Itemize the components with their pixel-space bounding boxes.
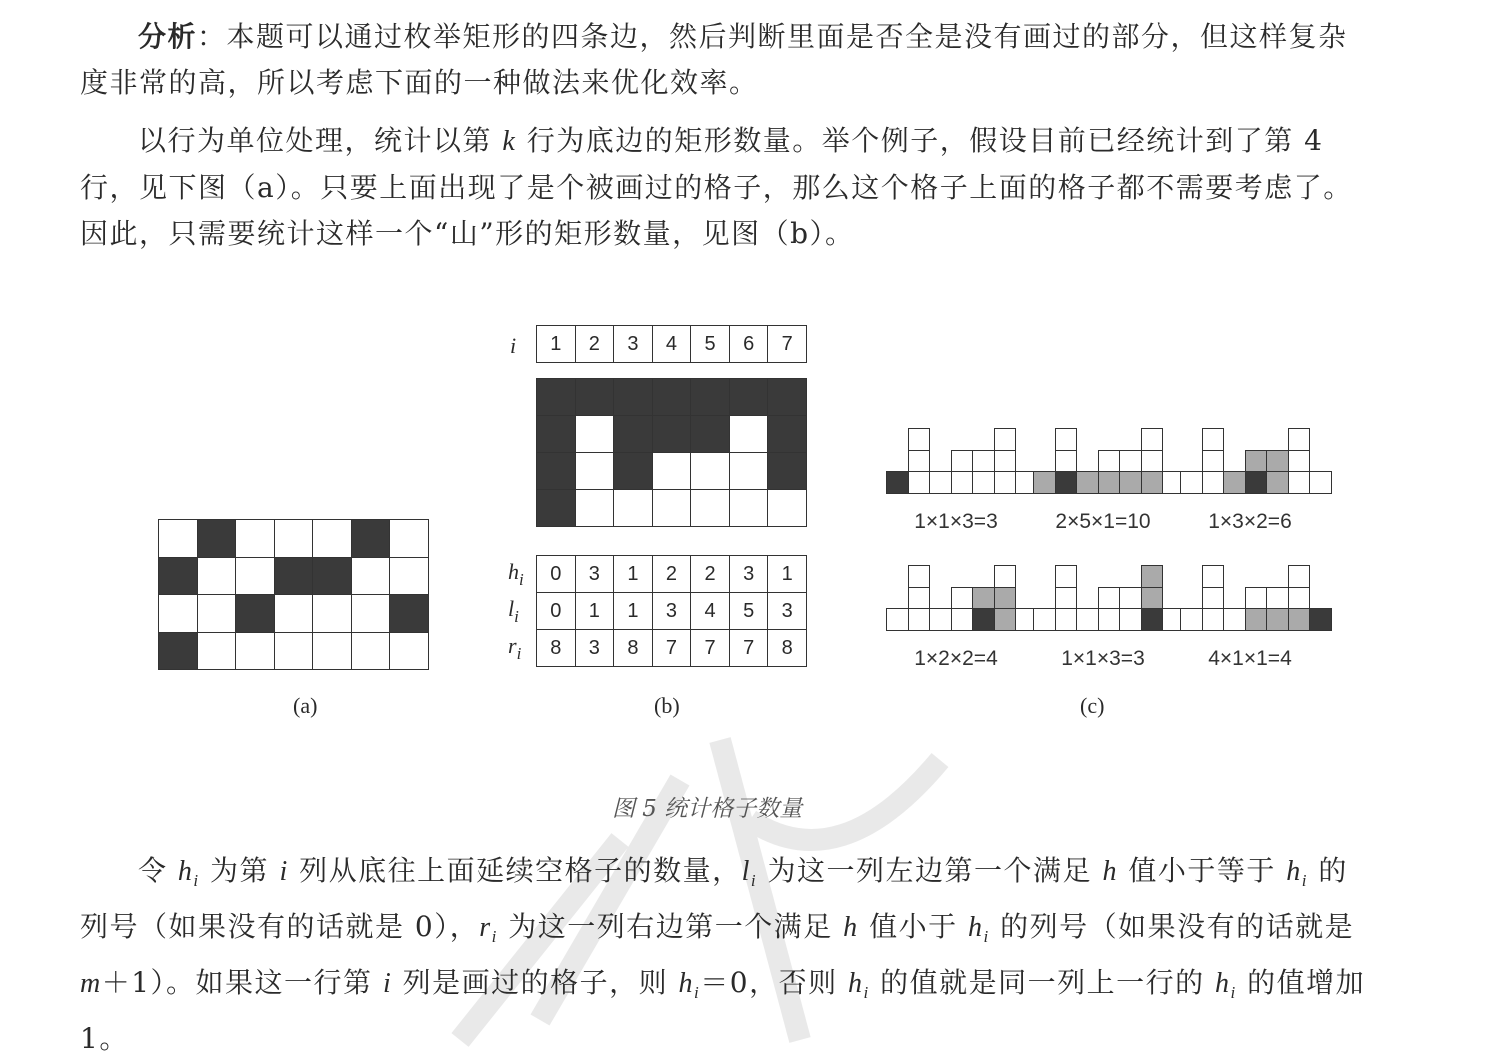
count-formula: 4×1×1=4 [1208, 647, 1292, 670]
histogram-cell [1245, 471, 1268, 494]
histogram-cell [972, 587, 995, 610]
method-text-1: 以行为单位处理，统计以第 [138, 124, 503, 157]
var-h: h [678, 968, 695, 999]
filled-cell [767, 378, 807, 416]
def-s1: 令 [138, 854, 178, 887]
empty-cell [575, 489, 615, 527]
filled-cell [690, 415, 730, 453]
histogram-cell [1266, 450, 1289, 473]
empty-cell [729, 489, 769, 527]
var-h: h [1102, 856, 1118, 887]
index-cell: 5 [690, 325, 730, 363]
value-cell: 2 [652, 555, 692, 593]
value-cell: 3 [729, 555, 769, 593]
histogram-cell [908, 428, 931, 451]
figure-c-panels [886, 428, 1316, 678]
empty-cell [197, 632, 237, 671]
histogram-cell [1288, 428, 1311, 451]
filled-cell [536, 415, 576, 453]
histogram-cell [994, 428, 1017, 451]
histogram-cell [994, 450, 1017, 473]
var-l: l [741, 856, 751, 887]
var-i: i [279, 856, 289, 887]
var-sub-i: i [1301, 871, 1309, 890]
filled-cell [158, 557, 198, 596]
var-m: m [80, 968, 102, 999]
def-s5: 值小于等于 [1117, 854, 1287, 887]
empty-cell [158, 519, 198, 558]
histogram-cell [1055, 428, 1078, 451]
empty-cell [652, 489, 692, 527]
empty-cell [351, 594, 391, 633]
histogram-cell [908, 565, 931, 588]
value-cell: 1 [613, 592, 653, 630]
value-cell: 2 [690, 555, 730, 593]
value-cell: 7 [690, 629, 730, 667]
histogram-cell [1055, 587, 1078, 610]
value-cell: 1 [613, 555, 653, 593]
row-label-r: $r_i$ [508, 633, 522, 663]
empty-cell [389, 557, 429, 596]
histogram-cell [1309, 471, 1332, 494]
figure-c-caption: (c) [1080, 693, 1105, 718]
value-cell: 3 [767, 592, 807, 630]
value-cell: 8 [536, 629, 576, 667]
filled-cell [158, 632, 198, 671]
histogram-cell [908, 450, 931, 473]
histogram-cell [1033, 471, 1056, 494]
histogram-cell [908, 608, 931, 631]
def-s3: 列从底往上面延续空格子的数量， [288, 854, 742, 887]
value-cell: 1 [575, 592, 615, 630]
filled-cell [536, 489, 576, 527]
def-s14: 的值增加 1。 [80, 966, 1366, 1055]
empty-cell [729, 415, 769, 453]
var-i: i [382, 968, 393, 999]
histogram-cell [1119, 471, 1142, 494]
filled-cell [274, 557, 314, 596]
histogram-cell [1098, 471, 1121, 494]
filled-cell [575, 378, 615, 416]
filled-cell [235, 594, 275, 633]
histogram-cell [1266, 471, 1289, 494]
def-s4: 为这一列左边第一个满足 [757, 854, 1103, 887]
index-cell: 3 [613, 325, 653, 363]
histogram-cell [1141, 471, 1164, 494]
var-sub-i: i [694, 983, 701, 1002]
def-s12: ＝0，否则 [700, 966, 848, 999]
histogram-cell [1076, 471, 1099, 494]
histogram-cell [1202, 428, 1225, 451]
filled-cell [652, 415, 692, 453]
def-s8: 值小于 [858, 910, 968, 943]
histogram-cell [972, 471, 995, 494]
index-cell: 1 [536, 325, 576, 363]
histogram-cell [1055, 471, 1078, 494]
histogram-cell [1055, 450, 1078, 473]
histogram-cell [1202, 587, 1225, 610]
filled-cell [613, 415, 653, 453]
histogram-cell [1141, 428, 1164, 451]
histogram-cell [1202, 450, 1225, 473]
paragraph-definitions [80, 848, 1370, 1062]
histogram-cell [1288, 471, 1311, 494]
histogram-cell [951, 471, 974, 494]
empty-cell [274, 519, 314, 558]
empty-cell [351, 632, 391, 671]
empty-cell [575, 415, 615, 453]
value-cell: 5 [729, 592, 769, 630]
value-cell: 4 [690, 592, 730, 630]
histogram-cell [1223, 471, 1246, 494]
histogram-cell [1119, 450, 1142, 473]
filled-cell [613, 378, 653, 416]
filled-cell [767, 415, 807, 453]
filled-cell [613, 452, 653, 490]
empty-cell [274, 594, 314, 633]
def-s10: ＋1）。如果这一行第 [101, 966, 383, 999]
index-cell: 2 [575, 325, 615, 363]
def-s6: 的列号（如果没有的话就是 0）， [80, 854, 1348, 943]
var-k: k [502, 126, 517, 157]
histogram-cell [951, 608, 974, 631]
figure-a-grid [158, 519, 428, 669]
histogram-cell [929, 608, 952, 631]
histogram-cell [951, 587, 974, 610]
histogram-cell [1076, 608, 1099, 631]
histogram-cell [1098, 450, 1121, 473]
count-formula: 1×3×2=6 [1208, 510, 1292, 533]
histogram-cell [1288, 587, 1311, 610]
count-formula: 1×1×3=3 [914, 510, 998, 533]
value-cell: 0 [536, 592, 576, 630]
histogram-cell [1245, 450, 1268, 473]
filled-cell [536, 452, 576, 490]
var-h: h [177, 856, 194, 887]
empty-cell [235, 557, 275, 596]
histogram-cell [1119, 608, 1142, 631]
histogram-cell [951, 450, 974, 473]
var-sub-i: i [863, 983, 870, 1002]
figure-b-grid [536, 378, 806, 526]
def-s9: 的列号（如果没有的话就是 [989, 910, 1355, 943]
empty-cell [389, 632, 429, 671]
empty-cell [197, 594, 237, 633]
value-cell: 1 [767, 555, 807, 593]
value-cell: 7 [729, 629, 769, 667]
histogram-cell [1309, 608, 1332, 631]
row-label-l: $l_i$ [508, 596, 519, 626]
figure-b-value-table [500, 555, 806, 666]
value-cell: 3 [652, 592, 692, 630]
value-cell: 0 [536, 555, 576, 593]
var-h: h [1286, 856, 1302, 887]
row-label-h: $h_i$ [508, 559, 524, 589]
def-s11: 列是画过的格子，则 [392, 966, 679, 999]
empty-cell [312, 519, 352, 558]
histogram-cell [972, 608, 995, 631]
histogram-cell [1180, 608, 1203, 631]
filled-cell [389, 594, 429, 633]
histogram-cell [1033, 608, 1056, 631]
histogram-cell [1202, 565, 1225, 588]
var-sub-i: i [1230, 983, 1237, 1002]
index-cell: 6 [729, 325, 769, 363]
filled-cell [767, 452, 807, 490]
analysis-label: 分析 [138, 20, 198, 53]
figure-b-index-row [536, 325, 806, 363]
histogram-cell [1288, 565, 1311, 588]
figure-title: 图 5 统计格子数量 [612, 796, 803, 822]
histogram-cell [1202, 471, 1225, 494]
empty-cell [312, 594, 352, 633]
def-s7: 为这一列右边第一个满足 [497, 910, 844, 943]
figure-a-caption: (a) [293, 693, 318, 718]
histogram-cell [886, 608, 909, 631]
count-formula: 1×1×3=3 [1061, 647, 1145, 670]
filled-cell [312, 557, 352, 596]
histogram-cell [1141, 608, 1164, 631]
empty-cell [197, 557, 237, 596]
var-h: h [848, 968, 864, 999]
figure-b-caption: (b) [654, 693, 680, 718]
def-s13: 的值就是同一列上一行的 [869, 966, 1216, 999]
paragraph-method [80, 118, 1370, 257]
value-cell: 8 [767, 629, 807, 667]
value-cell: 7 [652, 629, 692, 667]
histogram-cell [1245, 608, 1268, 631]
empty-cell [235, 632, 275, 671]
histogram-cell [994, 471, 1017, 494]
var-sub-i: i [750, 871, 758, 890]
empty-cell [767, 489, 807, 527]
empty-cell [575, 452, 615, 490]
histogram-cell [1266, 608, 1289, 631]
histogram-cell [1141, 587, 1164, 610]
var-r: r [479, 912, 492, 943]
value-cell: 8 [613, 629, 653, 667]
def-s2: 为第 [199, 854, 280, 887]
histogram-cell [1098, 587, 1121, 610]
histogram-cell [1180, 471, 1203, 494]
histogram-cell [994, 565, 1017, 588]
empty-cell [690, 489, 730, 527]
histogram-cell [1141, 450, 1164, 473]
histogram-cell [929, 471, 952, 494]
empty-cell [274, 632, 314, 671]
histogram-cell [994, 587, 1017, 610]
var-h: h [967, 912, 984, 943]
filled-cell [197, 519, 237, 558]
paragraph-analysis [80, 14, 1370, 106]
index-cell: 7 [767, 325, 807, 363]
histogram-cell [1288, 608, 1311, 631]
histogram-cell [1223, 608, 1246, 631]
var-h: h [843, 912, 859, 943]
histogram-cell [1245, 587, 1268, 610]
empty-cell [312, 632, 352, 671]
index-row-label: i [510, 333, 517, 358]
empty-cell [690, 452, 730, 490]
empty-cell [613, 489, 653, 527]
histogram-cell [886, 471, 909, 494]
var-h: h [1215, 968, 1231, 999]
value-cell: 3 [575, 629, 615, 667]
empty-cell [729, 452, 769, 490]
empty-cell [652, 452, 692, 490]
filled-cell [729, 378, 769, 416]
var-sub-i: i [983, 927, 990, 946]
histogram-cell [994, 608, 1017, 631]
method-text-2: 行为底边的矩形数量。举个例子，假设目前已经统计到了第 4 行，见下图（a）。只要上面出现了是个被画过的格子，那么这个格子上面的格子都不需要考虑了。因此，只需要统计这样一个“山”形的矩形数量，见图（b）。 [80, 124, 1353, 250]
histogram-cell [972, 450, 995, 473]
histogram-cell [908, 587, 931, 610]
empty-cell [235, 519, 275, 558]
index-cell: 4 [652, 325, 692, 363]
filled-cell [690, 378, 730, 416]
histogram-cell [1055, 608, 1078, 631]
value-cell: 3 [575, 555, 615, 593]
empty-cell [389, 519, 429, 558]
filled-cell [351, 519, 391, 558]
histogram-cell [908, 471, 931, 494]
empty-cell [351, 557, 391, 596]
histogram-cell [1202, 608, 1225, 631]
histogram-cell [1266, 587, 1289, 610]
histogram-cell [1098, 608, 1121, 631]
empty-cell [158, 594, 198, 633]
histogram-cell [1141, 565, 1164, 588]
histogram-cell [1055, 565, 1078, 588]
var-sub-i: i [491, 927, 498, 946]
histogram-cell [1119, 587, 1142, 610]
analysis-text: ：本题可以通过枚举矩形的四条边，然后判断里面是否全是没有画过的部分，但这样复杂度非常的高，所以考虑下面的一种做法来优化效率。 [80, 20, 1348, 99]
filled-cell [536, 378, 576, 416]
histogram-cell [1288, 450, 1311, 473]
count-formula: 2×5×1=10 [1055, 510, 1151, 533]
count-formula: 1×2×2=4 [914, 647, 998, 670]
filled-cell [652, 378, 692, 416]
var-sub-i: i [193, 871, 200, 890]
